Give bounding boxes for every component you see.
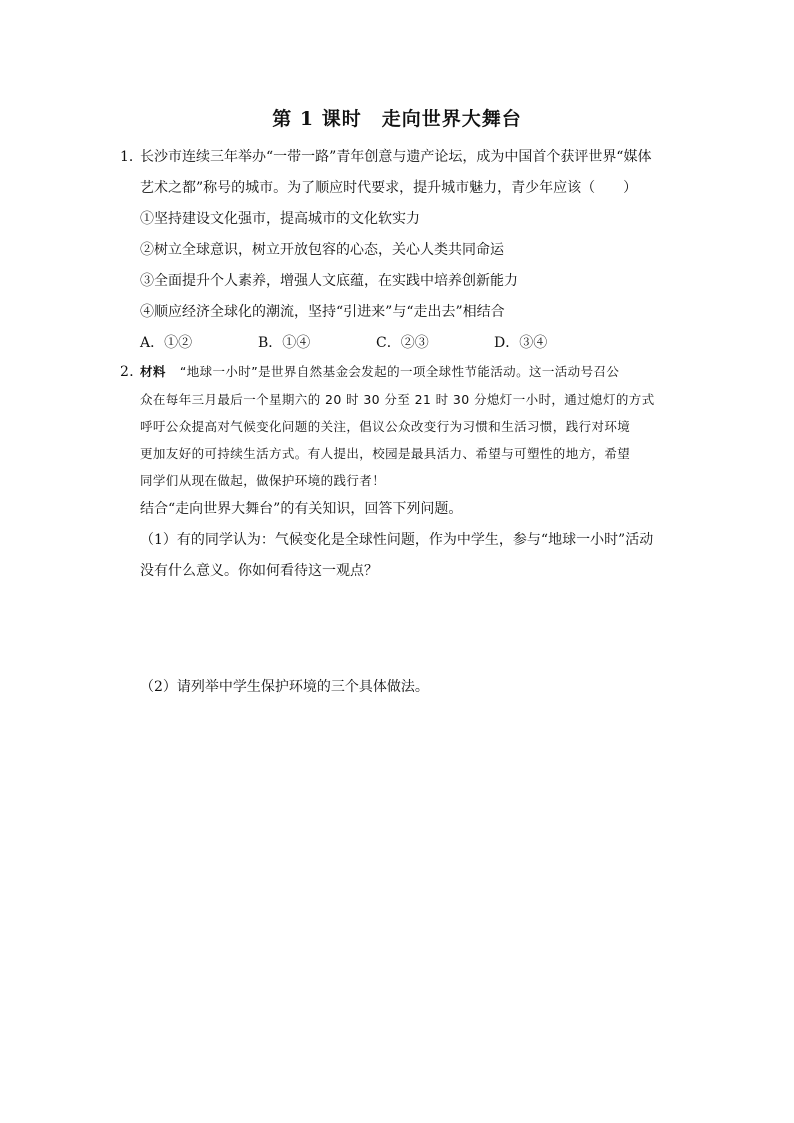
option-b[interactable]: B．①④ [258,335,311,351]
question-1 [120,142,680,359]
sub-question-2: （2）请列举中学生保护环境的三个具体做法。 [140,679,429,695]
material-line-3: 呼吁公众提高对气候变化问题的关注，倡议公众改变行为习惯和生活习惯，践行对环境 [140,419,631,434]
material-line-4: 更加友好的可持续生活方式。有人提出，校园是最具活力、希望与可塑性的地方，希望 [140,446,631,461]
sub-question-1-line-1: （1）有的同学认为：气候变化是全球性问题，作为中学生，参与“地球一小时”活动 [140,532,654,548]
option-c[interactable]: C．②③ [376,335,429,351]
material-line-1: 2．材料 “地球一小时”是世界自然基金会发起的一项全球性节能活动。这一活动号召公 [120,358,680,386]
material-line-5: 同学们从现在做起，做保护环境的践行者！ [140,473,386,488]
material-line-2: 众在每年三月最后一个星期六的 20 时 30 分至 21 时 30 分熄灯一小时，通过熄灯的方式 [140,392,655,407]
statement-2: ②树立全球意识，树立开放包容的心态，关心人类共同命运 [140,242,504,258]
option-d[interactable]: D．③④ [494,335,548,351]
sub-question-1-line-2: 没有什么意义。你如何看待这一观点？ [140,563,378,579]
question-1-stem-line-1: 1．长沙市连续三年举办“一带一路”青年创意与遗产论坛，成为中国首个获评世界“媒体 [120,142,680,173]
statement-3: ③全面提升个人素养，增强人文底蕴，在实践中培养创新能力 [140,273,518,289]
material-block [120,358,680,494]
question-number: 2． [120,364,144,380]
statement-1: ①坚持建设文化强市，提高城市的文化软实力 [140,211,420,227]
option-a[interactable]: A．①② [140,335,193,351]
question-1-stem-line-2: 艺术之都”称号的城市。为了顺应时代要求，提升城市魅力，青少年应该（ ） [140,180,638,196]
instruction: 结合“走向世界大舞台”的有关知识，回答下列问题。 [140,501,463,517]
material-label: 材料 [140,364,166,379]
answer-options [120,328,680,359]
question-2 [120,358,680,587]
page-title: 第 1 课时 走向世界大舞台 [272,108,522,130]
statement-4: ④顺应经济全球化的潮流，坚持“引进来”与“走出去”相结合 [140,304,505,320]
question-number: 1． [120,149,143,165]
